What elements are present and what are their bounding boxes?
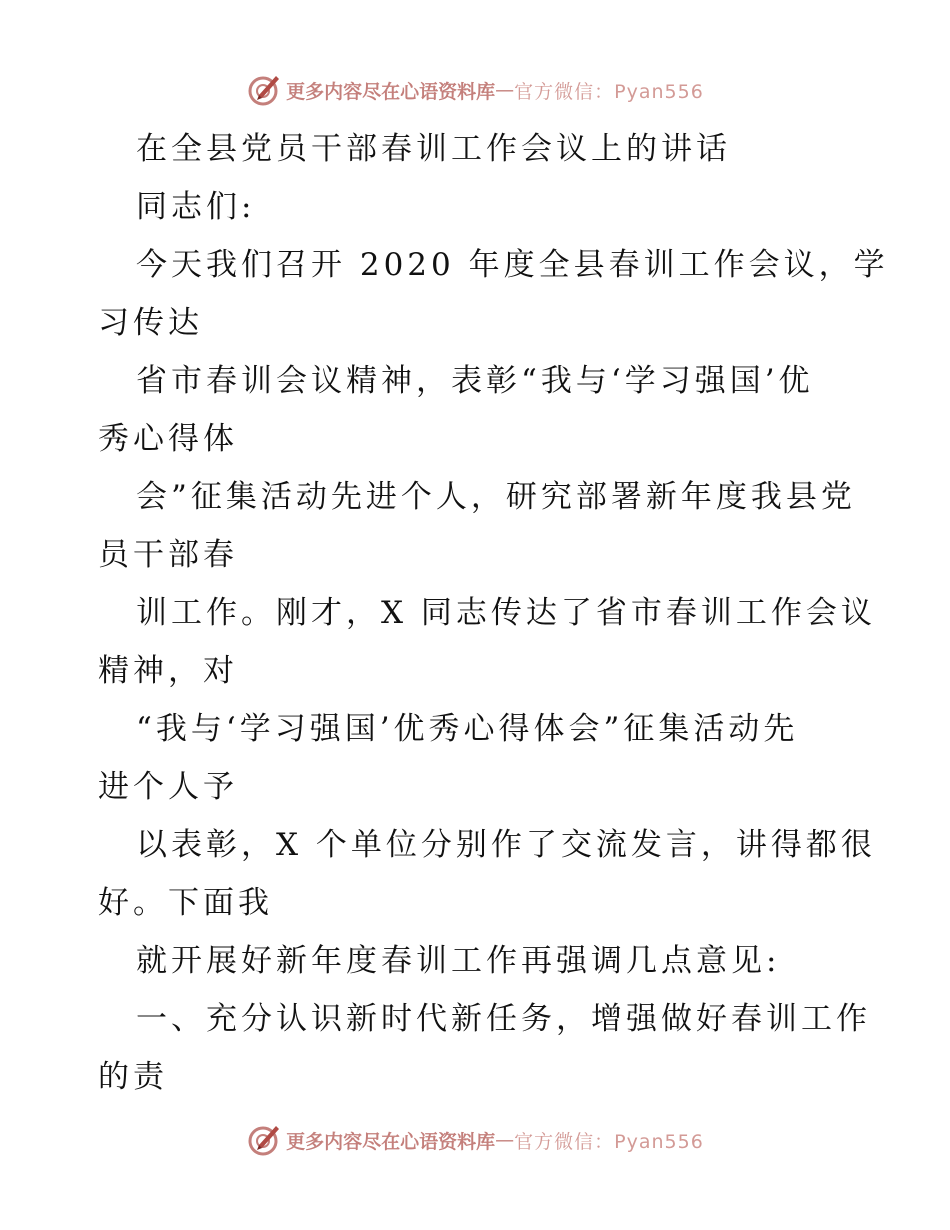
text-line: “我与‘学习强国’优秀心得体会”征集活动先 [136,711,799,747]
speech-title: 在全县党员干部春训工作会议上的讲话 [136,131,731,167]
text-line: 精神，对 [98,653,238,689]
text-line: 今天我们召开 2020 年度全县春训工作会议，学 [136,247,889,283]
watermark-dash: — [495,79,515,101]
watermark-footer [0,1122,950,1158]
text-line: 省市春训会议精神，表彰“我与‘学习强国’优 [136,363,814,399]
text-line: 员干部春 [98,537,238,573]
watermark-lead: 更多内容尽在心语资料库 [286,80,496,103]
pen-logo-icon [246,72,282,108]
text-line: 秀心得体 [98,421,238,457]
text-line: 会”征集活动先进个人，研究部署新年度我县党 [136,479,856,515]
text-line: 进个人予 [98,769,238,805]
watermark-header [0,72,950,108]
watermark-lead: 更多内容尽在心语资料库 [286,1130,496,1153]
text-line: 好。下面我 [98,885,273,921]
section-heading: 一、充分认识新时代新任务，增强做好春训工作 [136,1001,871,1037]
text-line: 的责 [98,1059,168,1095]
watermark-tail: 官方微信：Pyan556 [514,1130,704,1153]
watermark-tail: 官方微信：Pyan556 [514,80,704,103]
text-line: 习传达 [98,305,203,341]
salutation: 同志们: [136,189,256,225]
text-line: 就开展好新年度春训工作再强调几点意见: [136,943,781,979]
text-line: 以表彰，X 个单位分别作了交流发言，讲得都很 [136,827,876,863]
pen-logo-icon [246,1122,282,1158]
watermark-dash: — [495,1129,515,1151]
text-line: 训工作。刚才，X 同志传达了省市春训工作会议 [136,595,876,631]
speech-body [98,120,889,1106]
